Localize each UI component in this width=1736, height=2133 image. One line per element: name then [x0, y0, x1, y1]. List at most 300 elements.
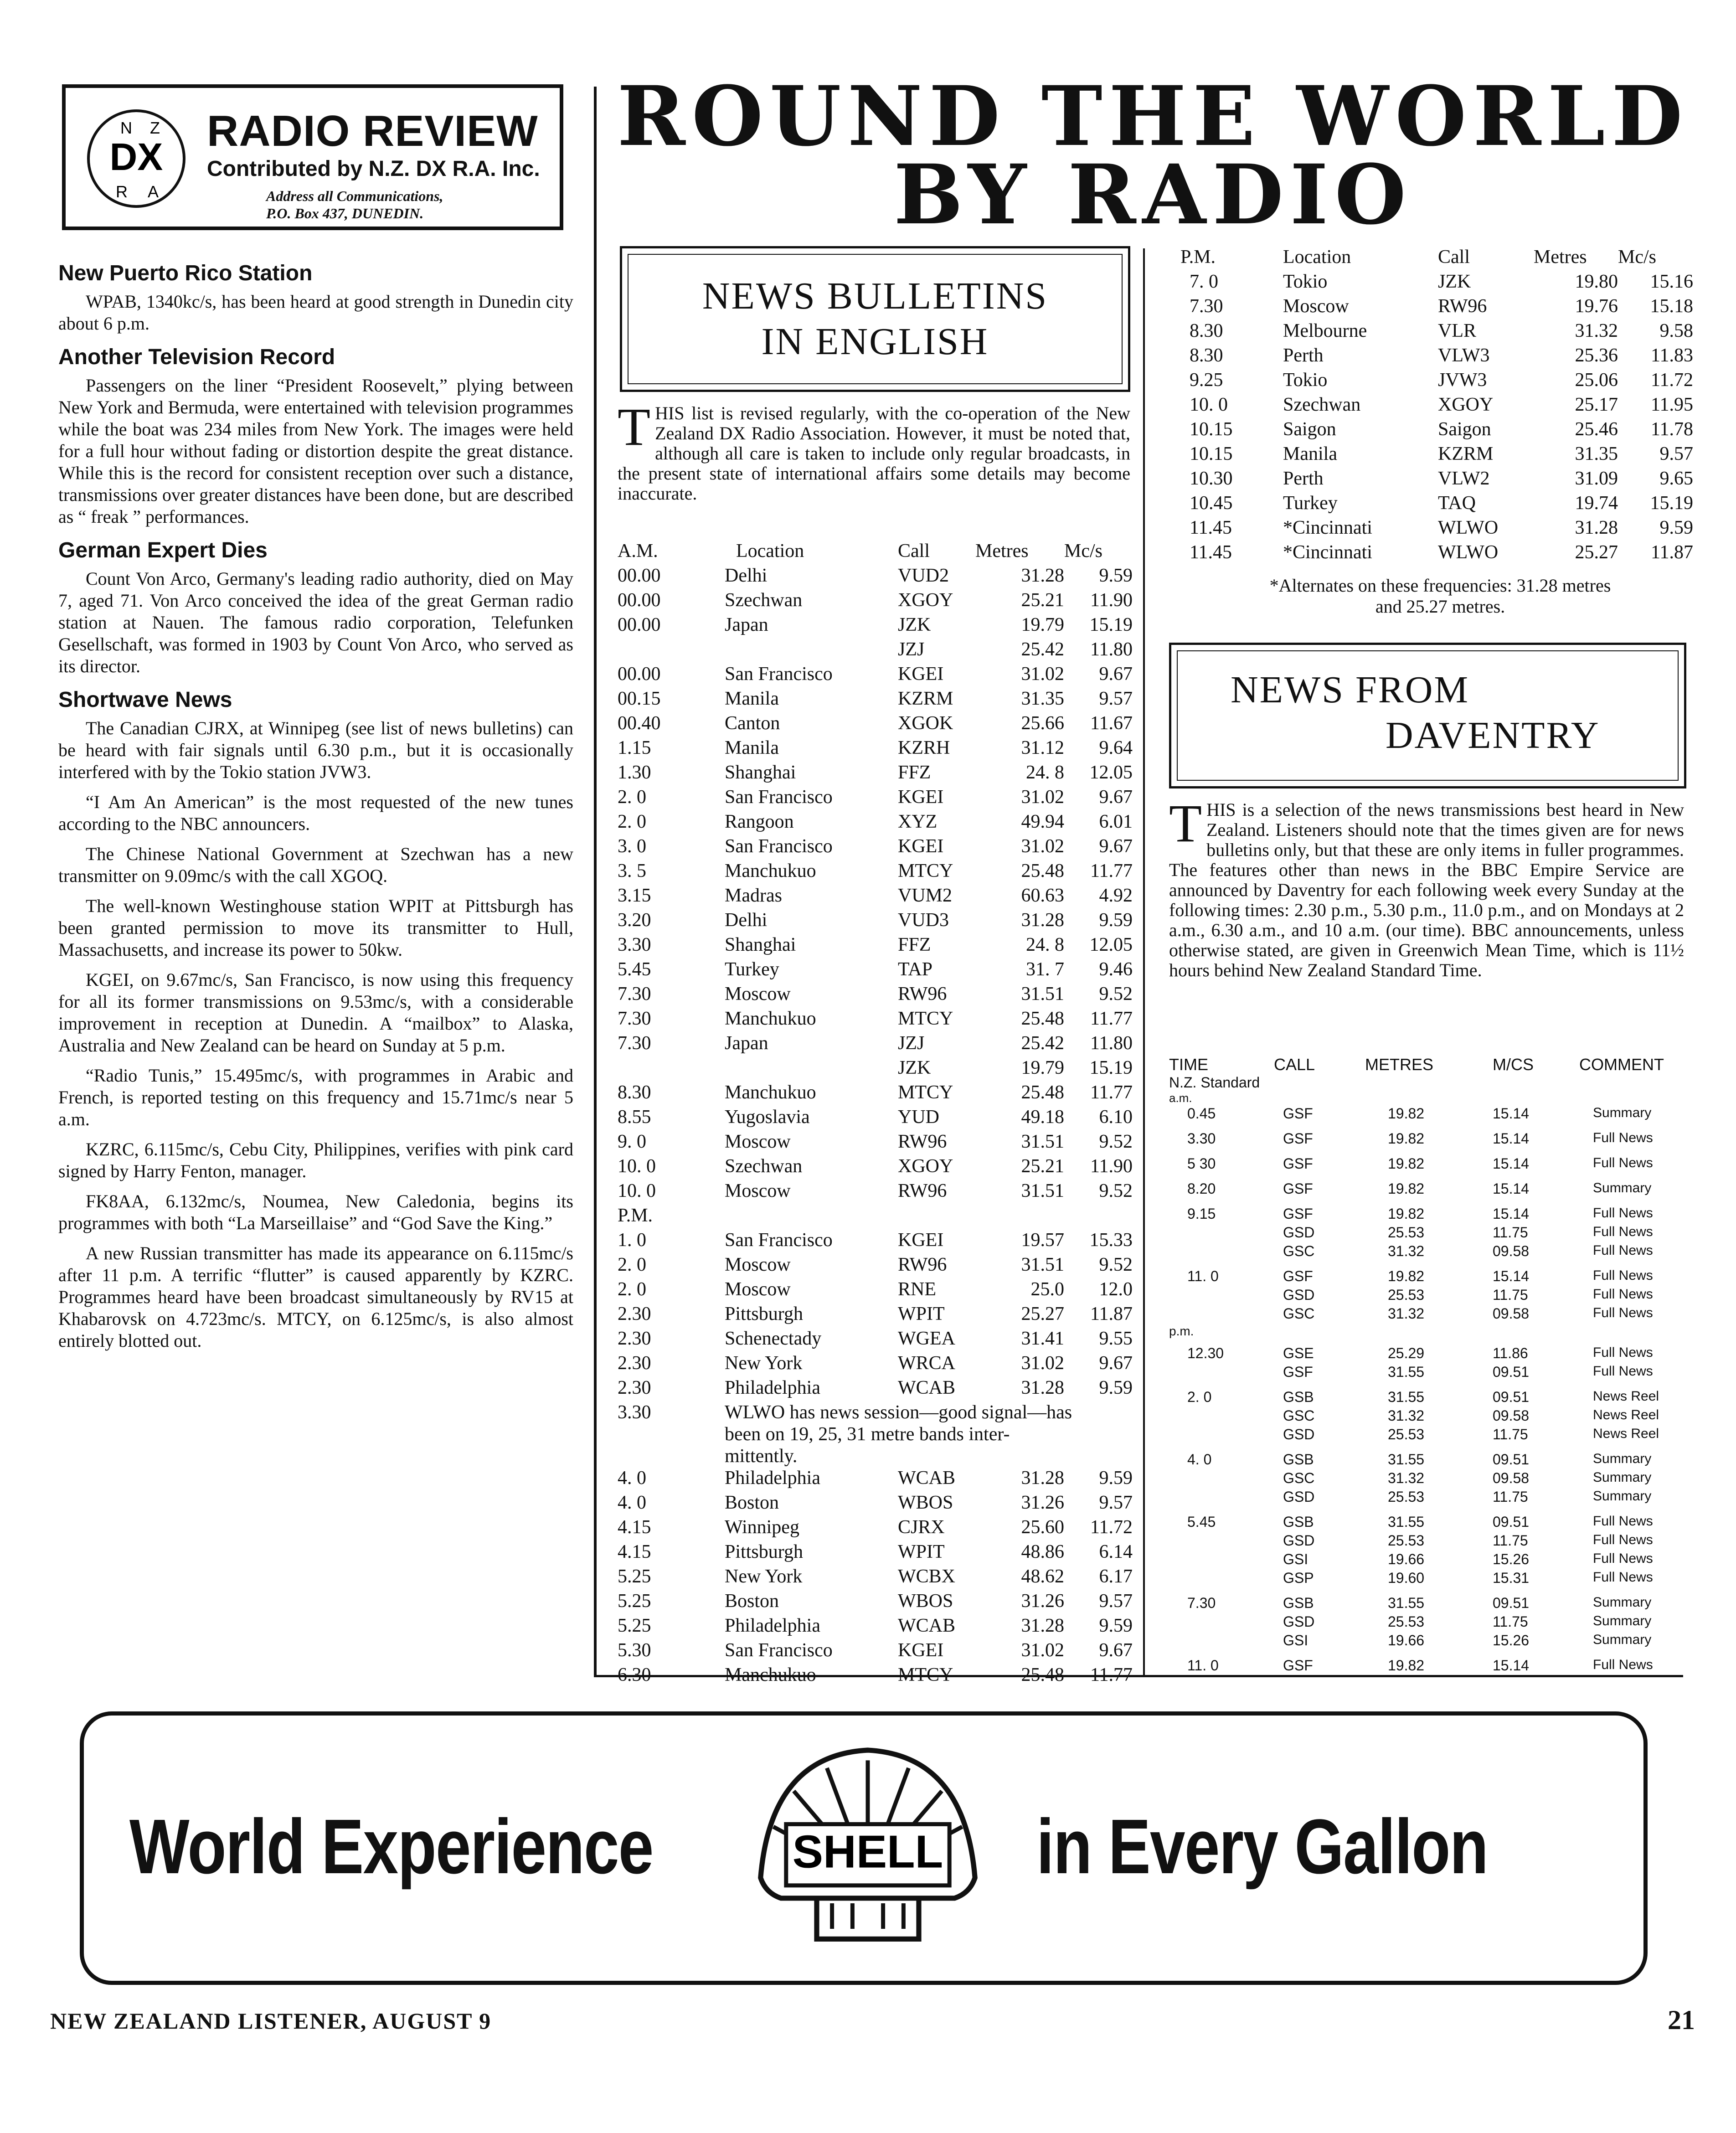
table-cell	[1169, 1287, 1274, 1305]
table-cell: 11. 0	[1187, 1657, 1219, 1674]
daventry-title-line1: NEWS FROM	[1231, 669, 1470, 711]
table-cell: 6.17	[1099, 1566, 1133, 1587]
table-row	[618, 1254, 1133, 1278]
table-row	[1169, 1489, 1684, 1507]
table-cell: KZRM	[1438, 443, 1494, 464]
table-cell: GSD	[1283, 1426, 1315, 1443]
table-cell: 9.67	[1099, 1353, 1133, 1374]
table-cell: 60.63	[1021, 885, 1064, 906]
table-cell: 19.82	[1388, 1206, 1425, 1222]
table-cell: Philadelphia	[725, 1468, 820, 1489]
table-cell: Shanghai	[725, 762, 796, 783]
table-cell: 3.30	[1187, 1130, 1216, 1147]
table-row	[618, 958, 1133, 983]
table-cell: Winnipeg	[725, 1517, 799, 1538]
table-cell: News Reel	[1593, 1389, 1659, 1404]
table-cell: 25.29	[1388, 1345, 1425, 1361]
table-cell: 09.51	[1493, 1364, 1530, 1380]
table-row	[618, 1032, 1133, 1057]
table-row	[1169, 1224, 1684, 1243]
table-cell: 11.75	[1493, 1532, 1528, 1549]
table-cell: GSC	[1283, 1470, 1315, 1486]
table-cell: 15.14	[1493, 1206, 1530, 1222]
col-time: P.M.	[1180, 247, 1216, 268]
table-row	[1180, 345, 1693, 369]
table-cell: 9.57	[1659, 443, 1693, 464]
table-cell: 31.55	[1388, 1389, 1425, 1405]
column-rule-left	[594, 87, 597, 1677]
table-cell: 11.45	[1190, 542, 1232, 563]
table-cell: Melbourne	[1283, 320, 1367, 341]
table-cell: 15.14	[1493, 1155, 1530, 1172]
table-cell: San Francisco	[725, 1640, 833, 1661]
table-row	[1169, 1426, 1684, 1445]
table-cell: 25.53	[1388, 1224, 1425, 1241]
table-cell: 8.55	[618, 1107, 651, 1128]
table-cell: Full News	[1593, 1243, 1653, 1258]
table-cell: 11.87	[1090, 1304, 1133, 1324]
table-cell: 31.51	[1021, 1131, 1064, 1152]
table-cell: 25.27	[1575, 542, 1618, 563]
table-row	[618, 860, 1133, 885]
table-cell: 11.95	[1651, 394, 1693, 415]
table-row	[618, 762, 1133, 786]
table-cell: 19.82	[1388, 1155, 1425, 1172]
table-cell: 00.00	[618, 664, 661, 685]
table-cell: 31.28	[1021, 910, 1064, 931]
news-bulletins-intro: THIS list is revised regularly, with the co-operation of the New Zealand DX Radio Association. However, it must be noted that, although all care is taken to include only regular broadcasts, in the present state of international affairs some details may become inaccurate.	[618, 397, 1130, 504]
table-cell: 19.82	[1388, 1180, 1425, 1197]
table-cell: 19.80	[1575, 271, 1618, 292]
table-row	[618, 885, 1133, 909]
table-cell: 10.15	[1190, 443, 1233, 464]
table-cell: GSB	[1283, 1389, 1314, 1405]
table-cell: 5.25	[618, 1566, 651, 1587]
table-cell: 15.19	[1650, 493, 1693, 514]
table-cell: VLW2	[1438, 468, 1490, 489]
table-cell: 5.30	[618, 1640, 651, 1661]
table-cell: 10. 0	[618, 1156, 656, 1177]
table-cell: 15.18	[1650, 296, 1693, 317]
col-metres: Metres	[975, 541, 1029, 562]
table-cell: 5.25	[618, 1615, 651, 1636]
table-cell: TAP	[898, 959, 932, 980]
table-cell: 19.79	[1021, 614, 1064, 635]
table-cell: GSE	[1283, 1345, 1314, 1361]
table-cell: VUM2	[898, 885, 953, 906]
table-cell: Canton	[725, 713, 780, 734]
table-cell: 31.12	[1021, 737, 1064, 758]
table-cell: WPIT	[898, 1541, 945, 1562]
table-cell: GSF	[1283, 1155, 1313, 1172]
table-row	[618, 688, 1133, 712]
table-row	[618, 1205, 1133, 1229]
table-row	[1169, 1613, 1684, 1632]
table-cell: GSD	[1283, 1489, 1315, 1505]
table-header-row	[1180, 246, 1693, 271]
table-row	[1169, 1382, 1684, 1407]
radio-review-title: RADIO REVIEW	[207, 107, 538, 155]
table-cell: KGEI	[898, 836, 944, 857]
table-cell: Japan	[725, 1033, 768, 1054]
table-cell: Boston	[725, 1492, 779, 1513]
table-cell: 12.05	[1089, 934, 1133, 955]
table-cell: San Francisco	[725, 1230, 833, 1251]
table-cell: 11.67	[1090, 713, 1133, 734]
table-cell: Summary	[1593, 1105, 1652, 1120]
table-cell: GSB	[1283, 1451, 1314, 1468]
table-cell: 25.0	[1030, 1279, 1064, 1300]
table-cell: 00.00	[618, 565, 661, 586]
table-row	[618, 1328, 1133, 1352]
table-cell: 31.55	[1388, 1364, 1425, 1380]
table-cell: 5 30	[1187, 1155, 1216, 1172]
table-cell	[1169, 1532, 1274, 1551]
table-cell: CJRX	[898, 1517, 945, 1538]
table-cell	[975, 1205, 1064, 1229]
table-cell: 4.92	[1099, 885, 1133, 906]
table-cell: KGEI	[898, 664, 944, 685]
table-cell: Tokio	[1283, 271, 1328, 292]
table-cell	[1169, 1470, 1274, 1489]
table-cell: 10. 0	[1190, 394, 1228, 415]
dropcap: T	[1169, 793, 1202, 853]
table-cell	[618, 1057, 697, 1082]
table-cell: Summary	[1593, 1489, 1652, 1504]
table-cell: 31.35	[1575, 443, 1618, 464]
table-cell: 2. 0	[618, 1279, 646, 1300]
table-row	[1169, 1305, 1684, 1324]
col-mcs: M/CS	[1493, 1055, 1534, 1074]
table-cell: WRCA	[898, 1353, 955, 1374]
col-metres: Metres	[1534, 247, 1587, 268]
table-cell: *Cincinnati	[1283, 542, 1372, 563]
table-cell: 09.51	[1493, 1595, 1530, 1611]
table-cell	[697, 1205, 884, 1229]
table-cell: 31.28	[1021, 1615, 1064, 1636]
table-cell: FFZ	[898, 934, 931, 955]
table-cell: 09.51	[1493, 1451, 1530, 1468]
table-cell: Turkey	[725, 959, 779, 980]
table-cell: 15.14	[1493, 1657, 1530, 1674]
table-cell: 25.60	[1021, 1517, 1064, 1538]
table-cell: 7.30	[618, 1033, 651, 1054]
svg-text:A: A	[148, 182, 159, 201]
table-cell: 25.48	[1021, 1082, 1064, 1103]
table-cell: 19.57	[1021, 1230, 1064, 1251]
table-cell: 31.35	[1021, 688, 1064, 709]
table-cell: Saigon	[1283, 419, 1336, 440]
table-cell: Japan	[725, 614, 768, 635]
table-cell: 10.30	[1190, 468, 1233, 489]
table-cell: WBOS	[898, 1492, 953, 1513]
table-cell: 9. 0	[618, 1131, 646, 1152]
table-cell: Full News	[1593, 1570, 1653, 1585]
table-row	[618, 1057, 1133, 1082]
table-row	[1169, 1551, 1684, 1570]
table-cell: 15.31	[1493, 1570, 1530, 1586]
table-row	[1180, 541, 1693, 566]
table-cell: 8.30	[1190, 345, 1223, 366]
table-cell: 9.55	[1099, 1328, 1133, 1349]
table-header-row	[618, 540, 1133, 565]
svg-text:R: R	[116, 182, 128, 201]
table-cell: 9.52	[1099, 1254, 1133, 1275]
col-call: Call	[898, 541, 930, 562]
table-cell: New York	[725, 1353, 803, 1374]
table-cell: WCAB	[898, 1377, 955, 1398]
table-cell: Full News	[1593, 1364, 1653, 1379]
table-cell: 9.59	[1659, 517, 1693, 538]
table-cell: 9.52	[1099, 1131, 1133, 1152]
subheader-am: a.m.	[1169, 1091, 1192, 1105]
table-row	[618, 1352, 1133, 1377]
table-cell: 31.26	[1021, 1591, 1064, 1612]
table-cell: 9.59	[1099, 565, 1133, 586]
table-cell: Moscow	[725, 1180, 791, 1201]
table-cell: 9.57	[1099, 1591, 1133, 1612]
table-cell	[1064, 1205, 1133, 1229]
article-paragraph: KZRC, 6.115mc/s, Cebu City, Philippines, verifies with pink card signed by Harry Fenton, manager.	[58, 1139, 573, 1181]
table-row	[618, 1303, 1133, 1328]
table-cell: 8.30	[618, 1082, 651, 1103]
table-cell: TAQ	[1438, 493, 1476, 514]
table-cell: FFZ	[898, 762, 931, 783]
table-cell: 31.51	[1021, 1180, 1064, 1201]
table-cell: GSB	[1283, 1514, 1314, 1530]
table-cell: 15.26	[1493, 1551, 1530, 1567]
table-cell: KGEI	[898, 787, 944, 808]
table-cell: Delhi	[725, 565, 768, 586]
table-cell: Philadelphia	[725, 1615, 820, 1636]
table-cell: XGOY	[898, 1156, 953, 1177]
table-cell: 31.02	[1021, 1353, 1064, 1374]
table-cell: MTCY	[898, 1082, 953, 1103]
daventry-title-line2: DAVENTRY	[1386, 714, 1600, 757]
table-cell: 11.77	[1090, 1008, 1133, 1029]
table-cell: Tokio	[1283, 370, 1328, 391]
col-mcs: Mc/s	[1618, 247, 1656, 268]
table-cell: 15.26	[1493, 1632, 1530, 1649]
table-cell: 31.02	[1021, 664, 1064, 685]
table-cell: 10. 0	[618, 1180, 656, 1201]
table-cell: GSF	[1283, 1657, 1313, 1674]
table-cell: RNE	[898, 1279, 936, 1300]
table-cell: 4. 0	[618, 1492, 646, 1513]
table-row	[618, 811, 1133, 835]
table-row	[618, 589, 1133, 614]
table-cell: 31.02	[1021, 1640, 1064, 1661]
table-row	[618, 1615, 1133, 1639]
table-cell: RW96	[1438, 296, 1487, 317]
column-rule-right	[1143, 248, 1145, 1677]
table-row	[1180, 295, 1693, 320]
table-cell: 11.45	[1190, 517, 1232, 538]
table-cell: 2.30	[618, 1328, 651, 1349]
table-cell: 2.30	[618, 1377, 651, 1398]
page-number: 21	[1668, 2005, 1695, 2035]
table-cell	[1169, 1364, 1274, 1382]
table-cell: 11. 0	[1187, 1268, 1219, 1284]
article-paragraph: The Canadian CJRX, at Winnipeg (see list of news bulletins) can be heard with fair signals until 6.30 p.m., but it is occasionally interfered with by the Tokio station JVW3.	[58, 718, 573, 782]
table-row	[618, 1229, 1133, 1254]
table-cell: 11.75	[1493, 1613, 1528, 1630]
table-cell: GSP	[1283, 1570, 1314, 1586]
table-cell: 19.76	[1575, 296, 1618, 317]
table-cell: 48.86	[1021, 1541, 1064, 1562]
table-cell: GSC	[1283, 1407, 1315, 1424]
table-cell: Manchukuo	[725, 1664, 816, 1685]
table-cell: RW96	[898, 1131, 947, 1152]
col-call: Call	[1438, 247, 1470, 268]
table-cell: Manchukuo	[725, 1008, 816, 1029]
article-paragraph: The well-known Westinghouse station WPIT at Pittsburgh has been granted permission to move its transmitter to Hull, Massachusetts, and increase its power to 50kw.	[58, 896, 573, 960]
table-row	[618, 934, 1133, 958]
table-row	[618, 1541, 1133, 1566]
table-cell: 11.77	[1090, 860, 1133, 881]
table-cell	[1169, 1613, 1274, 1632]
table-row	[1169, 1407, 1684, 1426]
news-bulletins-header	[620, 246, 1130, 392]
table-cell: XGOK	[898, 713, 953, 734]
table-row	[618, 1516, 1133, 1541]
table-cell	[1169, 1632, 1274, 1651]
table-cell: Full News	[1593, 1551, 1653, 1566]
table-cell: 25.48	[1021, 1664, 1064, 1685]
table-cell: 09.58	[1493, 1470, 1530, 1486]
table-cell: 25.53	[1388, 1489, 1425, 1505]
table-cell: 00.40	[618, 713, 661, 734]
table-cell	[697, 1057, 884, 1082]
table-cell: 6.14	[1099, 1541, 1133, 1562]
table-cell: JZJ	[898, 639, 925, 660]
table-cell: VLR	[1438, 320, 1476, 341]
pm-footnote: *Alternates on these frequencies: 31.28 metres and 25.27 metres.	[1269, 575, 1611, 617]
table-cell: 25.42	[1021, 1033, 1064, 1054]
daventry-table	[1169, 1055, 1684, 1676]
table-cell: News Reel	[1593, 1426, 1659, 1441]
article-paragraph: Count Von Arco, Germany's leading radio authority, died on May 7, aged 71. Von Arco conceived the idea of the great German radio station at Nauen. The famous radio corporation, Telefunken Gesellschaft, was formed in 1903 by Count Von Arco, who served as its director.	[58, 568, 573, 676]
news-bulletins-table	[618, 540, 1133, 1689]
table-cell: KZRH	[898, 737, 950, 758]
table-cell: 10.45	[1190, 493, 1233, 514]
table-cell	[1169, 1407, 1274, 1426]
table-cell: 31.55	[1388, 1451, 1425, 1468]
table-cell	[1169, 1489, 1274, 1507]
table-cell: GSD	[1283, 1287, 1315, 1303]
table-cell: GSF	[1283, 1105, 1313, 1122]
table-cell: Perth	[1283, 468, 1324, 489]
svg-text:DX: DX	[109, 135, 163, 178]
table-cell: 12.30	[1187, 1345, 1224, 1361]
table-cell: San Francisco	[725, 836, 833, 857]
table-cell: 25.36	[1575, 345, 1618, 366]
table-cell: 11.75	[1493, 1489, 1528, 1505]
table-cell: WLWO	[1438, 542, 1499, 563]
table-cell: 31.28	[1021, 565, 1064, 586]
table-cell: 19.82	[1388, 1268, 1425, 1284]
table-cell: 1. 0	[618, 1230, 646, 1251]
table-cell: Rangoon	[725, 811, 794, 832]
table-row	[618, 786, 1133, 811]
table-cell: 25.46	[1575, 419, 1618, 440]
table-cell: 0.45	[1187, 1105, 1216, 1122]
table-cell: XGOY	[898, 590, 953, 611]
table-row	[1180, 394, 1693, 418]
table-cell: 19.60	[1388, 1570, 1425, 1586]
table-cell: 9.59	[1099, 1468, 1133, 1489]
table-row	[1169, 1445, 1684, 1470]
table-cell	[618, 639, 697, 663]
table-cell: GSB	[1283, 1595, 1314, 1611]
table-row	[1180, 320, 1693, 345]
table-cell: 15.19	[1089, 1057, 1133, 1078]
table-cell: 25.06	[1575, 370, 1618, 391]
table-cell: 31.32	[1388, 1305, 1425, 1322]
table-cell: 31.26	[1021, 1492, 1064, 1513]
subheader-pm: p.m.	[1169, 1324, 1194, 1338]
table-cell: 31.32	[1388, 1470, 1425, 1486]
table-cell: San Francisco	[725, 787, 833, 808]
table-cell: San Francisco	[725, 664, 833, 685]
table-cell: 25.21	[1021, 1156, 1064, 1177]
table-cell: 31.28	[1021, 1377, 1064, 1398]
table-row	[1180, 418, 1693, 443]
table-cell: 31.55	[1388, 1514, 1425, 1530]
table-cell: 7.30	[618, 1008, 651, 1029]
table-cell: WCAB	[898, 1615, 955, 1636]
table-cell: Summary	[1593, 1613, 1652, 1628]
table-cell: 25.48	[1021, 860, 1064, 881]
table-cell: 09.51	[1493, 1514, 1530, 1530]
table-cell: KGEI	[898, 1640, 944, 1661]
table-cell: Szechwan	[725, 1156, 803, 1177]
table-cell: 25.27	[1021, 1304, 1064, 1324]
table-row	[618, 909, 1133, 934]
table-row	[618, 712, 1133, 737]
table-cell: 25.53	[1388, 1287, 1425, 1303]
table-cell: JZK	[898, 1057, 931, 1078]
table-cell: XYZ	[898, 811, 938, 832]
pm-bulletins-table	[1180, 246, 1693, 566]
table-cell: 09.58	[1493, 1305, 1530, 1322]
daventry-intro: THIS is a selection of the news transmissions best heard in New Zealand. Listeners should note that the times given are for news bulletins only, but that these are only items in fuller programmes. The features other than news in the BBC Empire Service are announced by Daventry for each following week every Sunday at the following times: 2.30 p.m., 5.30 p.m., 11.0 p.m., and on Mondays at 2 a.m., 6.30 a.m., and 10 a.m. (our time). BBC announcements, unless otherwise stated, are given in Greenwich Mean Time, which is 11½ hours behind New Zealand Standard Time.	[1169, 793, 1684, 980]
article-heading: German Expert Dies	[58, 538, 268, 562]
table-cell: 09.58	[1493, 1407, 1530, 1424]
table-row	[1169, 1651, 1684, 1676]
col-time: A.M.	[618, 541, 658, 562]
table-cell: Schenectady	[725, 1328, 822, 1349]
ad-right-text: in Every Gallon	[1036, 1803, 1488, 1890]
table-row	[618, 1467, 1133, 1492]
article-heading: Shortwave News	[58, 688, 232, 712]
table-row	[1169, 1262, 1684, 1287]
table-row	[1180, 369, 1693, 394]
table-row	[618, 1377, 1133, 1401]
table-cell: 11.87	[1651, 542, 1693, 563]
table-cell: VUD3	[898, 910, 949, 931]
table-cell: 25.17	[1575, 394, 1618, 415]
table-cell: 3.30	[618, 934, 651, 955]
table-cell: Full News	[1593, 1268, 1653, 1283]
table-cell: RW96	[898, 984, 947, 1005]
col-location: Location	[1283, 247, 1351, 268]
table-cell: GSF	[1283, 1206, 1313, 1222]
table-cell: MTCY	[898, 1008, 953, 1029]
table-cell: 11.72	[1651, 370, 1693, 391]
table-cell: KGEI	[898, 1230, 944, 1251]
table-row	[1169, 1532, 1684, 1551]
